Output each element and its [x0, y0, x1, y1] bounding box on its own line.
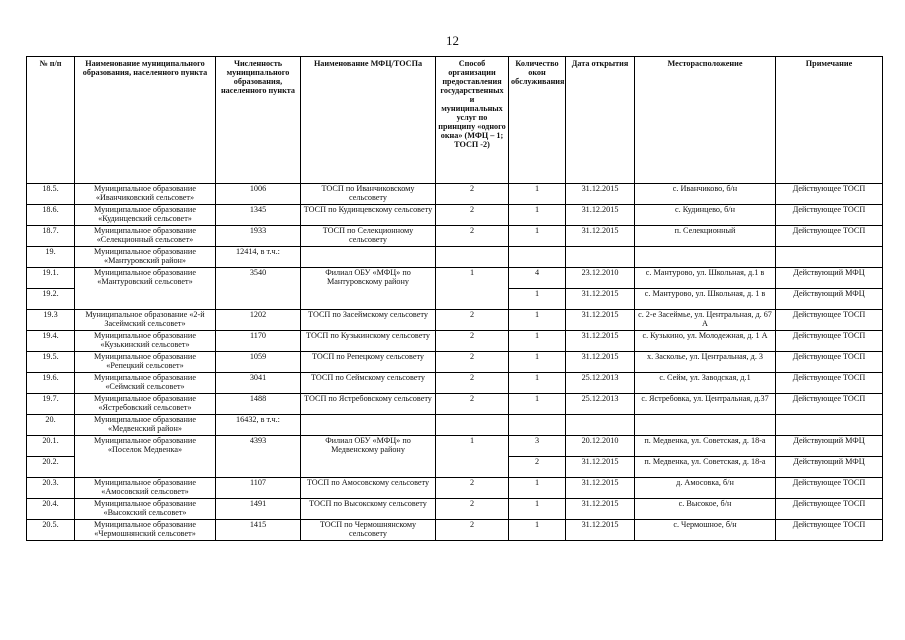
row-note: Действующее ТОСП — [776, 478, 883, 499]
row-municipality: Муниципальное образование «Иванчиковский сельсовет» — [75, 184, 216, 205]
row-method: 2 — [436, 226, 509, 247]
empty-cell — [776, 415, 883, 436]
row-num: 19. — [27, 247, 75, 268]
table-row — [27, 268, 883, 289]
row-note: Действующее ТОСП — [776, 373, 883, 394]
row-num: 19.5. — [27, 352, 75, 373]
row-location: с. Мантурово, ул. Школьная, д. 1 в — [635, 289, 776, 310]
row-date: 31.12.2015 — [566, 499, 635, 520]
row-num: 19.4. — [27, 331, 75, 352]
table-row-district — [27, 415, 883, 436]
table-row — [27, 520, 883, 541]
row-population: 3041 — [216, 373, 301, 394]
row-location: с. Сейм, ул. Заводская, д.1 — [635, 373, 776, 394]
row-population: 1202 — [216, 310, 301, 331]
empty-cell — [509, 247, 566, 268]
row-windows: 1 — [509, 373, 566, 394]
row-num: 18.5. — [27, 184, 75, 205]
row-center: Филиал ОБУ «МФЦ» по Мантуровскому району — [301, 268, 436, 310]
row-date: 25.12.2013 — [566, 394, 635, 415]
table-row — [27, 310, 883, 331]
row-note: Действующее ТОСП — [776, 331, 883, 352]
row-date: 31.12.2015 — [566, 352, 635, 373]
row-num: 19.3 — [27, 310, 75, 331]
row-method: 2 — [436, 331, 509, 352]
table-row — [27, 499, 883, 520]
table-row — [27, 226, 883, 247]
row-windows: 1 — [509, 289, 566, 310]
row-location: с. Кузькино, ул. Молодежная, д. 1 А — [635, 331, 776, 352]
row-num: 19.6. — [27, 373, 75, 394]
row-municipality: Муниципальное образование «Медвенский район» — [75, 415, 216, 436]
row-windows: 3 — [509, 436, 566, 457]
row-population: 1345 — [216, 205, 301, 226]
row-municipality: Муниципальное образование «Чермошнянский сельсовет» — [75, 520, 216, 541]
empty-cell — [776, 247, 883, 268]
row-windows: 1 — [509, 478, 566, 499]
row-location: п. Медвенка, ул. Советская, д. 18-а — [635, 457, 776, 478]
row-note: Действующее ТОСП — [776, 226, 883, 247]
row-date: 31.12.2015 — [566, 226, 635, 247]
row-location: с. Чермошное, б/н — [635, 520, 776, 541]
table-row — [27, 205, 883, 226]
header-location: Месторасположение — [635, 57, 776, 184]
table-row — [27, 184, 883, 205]
row-note: Действующее ТОСП — [776, 184, 883, 205]
table-row-district — [27, 247, 883, 268]
row-note: Действующее ТОСП — [776, 310, 883, 331]
row-municipality: Муниципальное образование «Мантуровский сельсовет» — [75, 268, 216, 310]
header-num: № п/п — [27, 57, 75, 184]
row-population: 1059 — [216, 352, 301, 373]
row-windows: 2 — [509, 457, 566, 478]
row-windows: 1 — [509, 205, 566, 226]
row-note: Действующий МФЦ — [776, 268, 883, 289]
row-method: 2 — [436, 373, 509, 394]
row-date: 23.12.2010 — [566, 268, 635, 289]
row-center: ТОСП по Сеймскому сельсовету — [301, 373, 436, 394]
row-num: 20.3. — [27, 478, 75, 499]
row-date: 31.12.2015 — [566, 289, 635, 310]
row-date: 31.12.2015 — [566, 520, 635, 541]
row-population: 4393 — [216, 436, 301, 478]
row-municipality: Муниципальное образование «Репецкий сельсовет» — [75, 352, 216, 373]
empty-cell — [566, 415, 635, 436]
service-centers-table — [26, 56, 883, 541]
row-municipality: Муниципальное образование «2-й Засеймский сельсовет» — [75, 310, 216, 331]
row-center: ТОСП по Иванчиковскому сельсовету — [301, 184, 436, 205]
row-municipality: Муниципальное образование «Ястребовский сельсовет» — [75, 394, 216, 415]
row-location: с. Ястребовка, ул. Центральная, д.37 — [635, 394, 776, 415]
row-center: ТОСП по Чермошнянскому сельсовету — [301, 520, 436, 541]
row-center: ТОСП по Кузькинскому сельсовету — [301, 331, 436, 352]
row-date: 31.12.2015 — [566, 457, 635, 478]
row-date: 31.12.2015 — [566, 478, 635, 499]
row-center: ТОСП по Высокскому сельсовету — [301, 499, 436, 520]
row-location: х. Засколье, ул. Центральная, д. 3 — [635, 352, 776, 373]
header-date: Дата открытия — [566, 57, 635, 184]
row-date: 31.12.2015 — [566, 205, 635, 226]
empty-cell — [509, 415, 566, 436]
row-center: ТОСП по Амосовскому сельсовету — [301, 478, 436, 499]
row-center: Филиал ОБУ «МФЦ» по Медвенскому району — [301, 436, 436, 478]
row-windows: 1 — [509, 520, 566, 541]
empty-cell — [301, 247, 436, 268]
row-note: Действующее ТОСП — [776, 499, 883, 520]
header-population: Численность муниципального образования, населенного пункта — [216, 57, 301, 184]
row-num: 20.1. — [27, 436, 75, 457]
table-row — [27, 331, 883, 352]
row-method: 2 — [436, 478, 509, 499]
row-location: с. Мантурово, ул. Школьная, д.1 в — [635, 268, 776, 289]
row-municipality: Муниципальное образование «Поселок Медвенка» — [75, 436, 216, 478]
row-location: с. Высокое, б/н — [635, 499, 776, 520]
header-method: Способ организации предоставления государственных и муниципальных услуг по принципу «одного окна» (МФЦ – 1; ТОСП -2) — [436, 57, 509, 184]
row-num: 20.2. — [27, 457, 75, 478]
row-num: 19.1. — [27, 268, 75, 289]
row-num: 20.5. — [27, 520, 75, 541]
header-windows: Количество окон обслуживания — [509, 57, 566, 184]
row-population: 1170 — [216, 331, 301, 352]
row-method: 2 — [436, 499, 509, 520]
row-num: 19.2. — [27, 289, 75, 310]
row-method: 2 — [436, 310, 509, 331]
row-municipality: Муниципальное образование «Кузькинский сельсовет» — [75, 331, 216, 352]
row-note: Действующее ТОСП — [776, 352, 883, 373]
table-row — [27, 352, 883, 373]
row-windows: 1 — [509, 226, 566, 247]
row-num: 19.7. — [27, 394, 75, 415]
row-windows: 1 — [509, 352, 566, 373]
row-num: 20. — [27, 415, 75, 436]
row-num: 18.6. — [27, 205, 75, 226]
row-population: 1933 — [216, 226, 301, 247]
table-row — [27, 478, 883, 499]
row-num: 20.4. — [27, 499, 75, 520]
empty-cell — [436, 247, 509, 268]
row-note: Действующий МФЦ — [776, 289, 883, 310]
row-windows: 1 — [509, 331, 566, 352]
row-date: 31.12.2015 — [566, 184, 635, 205]
table-row — [27, 394, 883, 415]
row-windows: 1 — [509, 499, 566, 520]
empty-cell — [566, 247, 635, 268]
row-center: ТОСП по Репецкому сельсовету — [301, 352, 436, 373]
row-date: 25.12.2013 — [566, 373, 635, 394]
row-method: 2 — [436, 205, 509, 226]
header-municipality: Наименование муниципального образования, населенного пункта — [75, 57, 216, 184]
row-population: 1415 — [216, 520, 301, 541]
row-center: ТОСП по Селекционному сельсовету — [301, 226, 436, 247]
row-note: Действующее ТОСП — [776, 394, 883, 415]
row-method: 1 — [436, 436, 509, 478]
row-method: 1 — [436, 268, 509, 310]
row-note: Действующее ТОСП — [776, 520, 883, 541]
row-windows: 1 — [509, 394, 566, 415]
row-location: с. Кудинцево, б/н — [635, 205, 776, 226]
table-row — [27, 373, 883, 394]
row-center: ТОСП по Ястребовскому сельсовету — [301, 394, 436, 415]
row-location: с. 2-е Засеймье, ул. Центральная, д. 67 А — [635, 310, 776, 331]
row-method: 2 — [436, 352, 509, 373]
table-header-row — [27, 57, 883, 184]
row-center: ТОСП по Засеймскому сельсовету — [301, 310, 436, 331]
row-municipality: Муниципальное образование «Амосовский сельсовет» — [75, 478, 216, 499]
row-location: д. Амосовка, б/н — [635, 478, 776, 499]
row-municipality: Муниципальное образование «Сеймский сельсовет» — [75, 373, 216, 394]
empty-cell — [635, 415, 776, 436]
row-population: 1491 — [216, 499, 301, 520]
row-note: Действующее ТОСП — [776, 205, 883, 226]
row-method: 2 — [436, 394, 509, 415]
empty-cell — [436, 415, 509, 436]
row-population: 12414, в т.ч.: — [216, 247, 301, 268]
row-location: п. Медвенка, ул. Советская, д. 18-а — [635, 436, 776, 457]
row-location: п. Селекционный — [635, 226, 776, 247]
header-note: Примечание — [776, 57, 883, 184]
header-center: Наименование МФЦ/ТОСПа — [301, 57, 436, 184]
row-date: 20.12.2010 — [566, 436, 635, 457]
page-number: 12 — [446, 33, 459, 48]
row-population: 16432, в т.ч.: — [216, 415, 301, 436]
row-population: 1006 — [216, 184, 301, 205]
row-date: 31.12.2015 — [566, 310, 635, 331]
row-population: 3540 — [216, 268, 301, 310]
row-population: 1107 — [216, 478, 301, 499]
row-method: 2 — [436, 520, 509, 541]
row-municipality: Муниципальное образование «Кудинцевский сельсовет» — [75, 205, 216, 226]
row-num: 18.7. — [27, 226, 75, 247]
table-row — [27, 436, 883, 457]
row-windows: 1 — [509, 310, 566, 331]
row-windows: 4 — [509, 268, 566, 289]
row-center: ТОСП по Кудинцевскому сельсовету — [301, 205, 436, 226]
row-method: 2 — [436, 184, 509, 205]
row-note: Действующий МФЦ — [776, 457, 883, 478]
empty-cell — [301, 415, 436, 436]
row-municipality: Муниципальное образование «Мантуровский район» — [75, 247, 216, 268]
row-note: Действующий МФЦ — [776, 436, 883, 457]
row-municipality: Муниципальное образование «Селекционный сельсовет» — [75, 226, 216, 247]
row-population: 1488 — [216, 394, 301, 415]
row-date: 31.12.2015 — [566, 331, 635, 352]
row-windows: 1 — [509, 184, 566, 205]
row-location: с. Иванчиково, б/н — [635, 184, 776, 205]
row-municipality: Муниципальное образование «Высокский сельсовет» — [75, 499, 216, 520]
empty-cell — [635, 247, 776, 268]
